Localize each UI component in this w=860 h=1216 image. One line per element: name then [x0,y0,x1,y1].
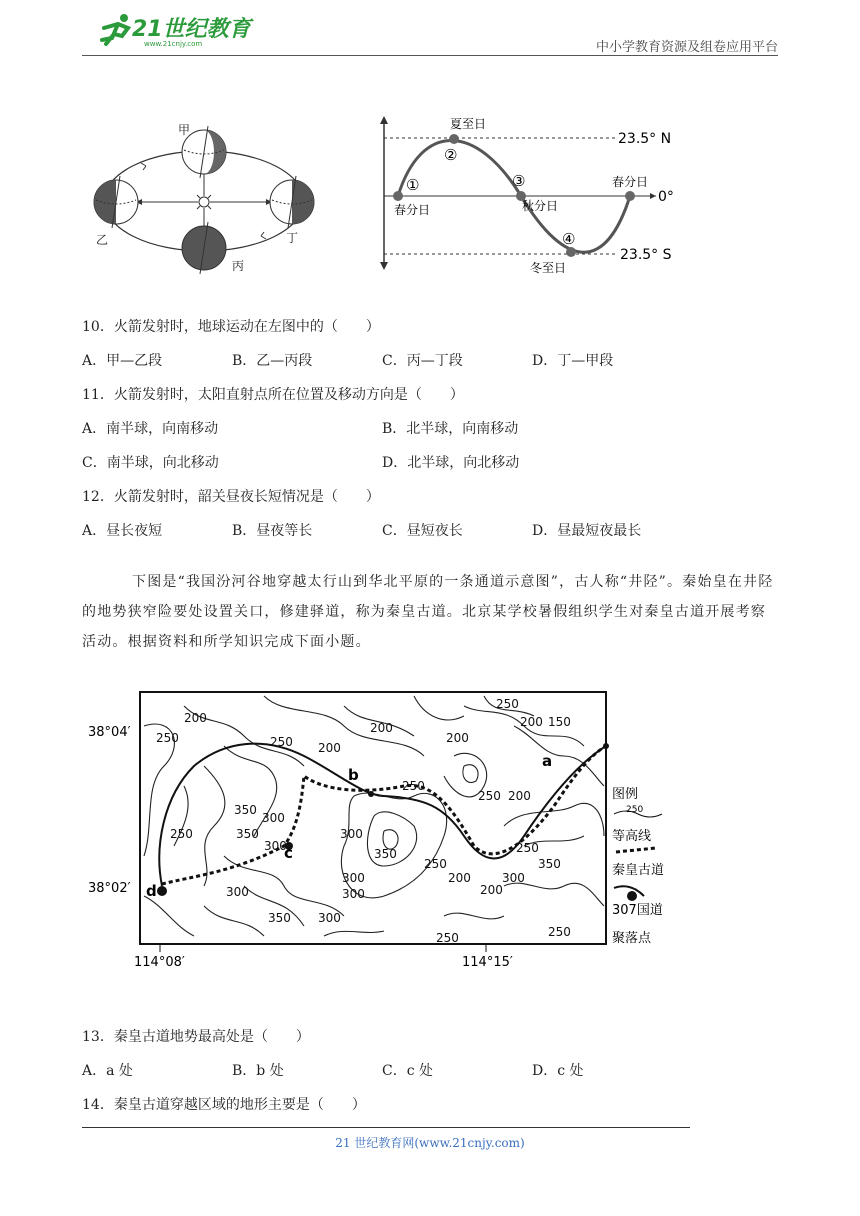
point-d: d [146,882,157,900]
point-3: ③ [512,172,526,190]
point-a: a [542,752,553,770]
contour-label: 250 [436,931,459,945]
legend-contour-sample: 250 [626,805,644,815]
contour-label: 350 [234,803,257,817]
legend-highway: 307国道 [612,903,663,918]
question-13: 13．秦皇古道地势最高处是（ ） [82,1029,310,1045]
contour-label: 300 [340,827,363,841]
site-logo [84,8,254,50]
q11-option-c[interactable]: C．南半球，向北移动 [82,455,219,471]
legend-village: 聚落点 [612,931,652,946]
q12-option-a[interactable]: A．昼长夜短 [82,523,163,539]
contour-label: 250 [516,841,539,855]
summer-solstice: 夏至日 [450,117,487,131]
footer-link[interactable]: 21 世纪教育网(www.21cnjy.com) [335,1136,525,1150]
sun-icon [194,192,214,212]
lat-top: 38°04′ [88,725,131,740]
contour-label: 350 [538,857,561,871]
contour-label: 250 [270,735,293,749]
contour-label: 150 [548,715,571,729]
q11-option-d[interactable]: D．北半球，向北移动 [382,455,520,471]
question-11: 11．火箭发射时，太阳直射点所在位置及移动方向是（ ） [82,387,464,403]
contour-label: 300 [502,871,525,885]
lat-bottom: 38°02′ [88,881,131,896]
lon-right: 114°15′ [462,955,513,970]
map-legend [612,787,664,946]
spring-equinox-1: 春分日 [394,203,431,217]
point-1: ① [406,176,420,194]
q13-option-d[interactable]: D．c 处 [532,1063,584,1079]
winter-solstice: 冬至日 [530,261,567,274]
contour-label: 300 [262,811,285,825]
legend-title: 图例 [612,787,639,802]
label-yi: 乙 [96,233,109,247]
q11-option-a[interactable]: A．南半球，向南移动 [82,421,219,437]
header-platform-text: 中小学教育资源及组卷应用平台 [595,40,778,55]
lon-left: 114°08′ [134,955,185,970]
earth-yi [94,176,138,228]
contour-label: 200 [480,883,503,897]
point-c: c [284,844,293,862]
q12-option-c[interactable]: C．昼短夜长 [382,523,463,539]
lat-equator: 0° [658,189,674,205]
runner-logo-icon [102,14,128,44]
contour-label: 250 [156,731,179,745]
earth-bing [182,222,226,274]
point-b: b [348,766,359,784]
q10-option-c[interactable]: C．丙—丁段 [382,353,463,369]
village-b [368,791,374,797]
logo-text: 21世纪教育 [132,17,251,42]
contour-label: 250 [496,697,519,711]
village-a [603,743,609,749]
earth-ding [270,176,314,228]
contour-label: 200 [184,711,207,725]
contour-label: 250 [170,827,193,841]
contour-label: 200 [520,715,543,729]
label-bing: 丙 [232,259,245,273]
q10-option-a[interactable]: A．甲—乙段 [82,353,163,369]
header-divider [82,55,778,56]
orbit-diagram [86,118,326,278]
legend-contour: 等高线 [612,829,652,844]
contour-label: 300 [264,839,287,853]
label-jia: 甲 [178,123,191,137]
sun-point-curve [376,112,676,274]
point-4: ④ [562,230,576,248]
contour-label: 200 [370,721,393,735]
lat-23n: 23.5° N [618,131,672,147]
contour-label: 200 [446,731,469,745]
question-10: 10．火箭发射时，地球运动在左图中的（ ） [82,319,380,335]
q10-option-b[interactable]: B．乙—丙段 [232,353,313,369]
question-14: 14．秦皇古道穿越区域的地形主要是（ ） [82,1097,366,1113]
label-ding: 丁 [286,231,299,245]
logo-url: www.21cnjy.com [144,40,203,48]
q11-option-b[interactable]: B．北半球，向南移动 [382,421,519,437]
contour-label: 200 [508,789,531,803]
q13-option-a[interactable]: A．a 处 [82,1063,133,1079]
contour-label: 250 [478,789,501,803]
legend-road: 秦皇古道 [612,863,665,878]
autumn-equinox: 秋分日 [522,199,559,213]
contour-label: 300 [226,885,249,899]
q10-option-d[interactable]: D．丁—甲段 [532,353,614,369]
contour-label: 250 [548,925,571,939]
contour-label: 350 [268,911,291,925]
contour-label: 300 [342,887,365,901]
q13-option-b[interactable]: B．b 处 [232,1063,284,1079]
contour-label: 350 [236,827,259,841]
contour-label: 300 [318,911,341,925]
contour-label: 200 [318,741,341,755]
contour-label: 250 [402,779,425,793]
village-d [157,886,167,896]
contour-label: 250 [424,857,447,871]
reading-passage: 下图是“我国汾河谷地穿越太行山到华北平原的一条通道示意图”，古人称“井陉”。秦始皇在井陉的地势狭窄险要处设置关口，修建驿道，称为秦皇古道。北京某学校暑假组织学生对秦皇古道开展考察活动。根据资料和所学知识完成下面小题。 [82,574,774,650]
spring-equinox-2: 春分日 [612,175,649,189]
lat-23s: 23.5° S [620,247,672,263]
q12-option-b[interactable]: B．昼夜等长 [232,523,313,539]
contour-label: 200 [448,871,471,885]
question-12: 12．火箭发射时，韶关昼夜长短情况是（ ） [82,489,380,505]
footer-divider [82,1127,690,1128]
contour-map [84,686,684,976]
q12-option-d[interactable]: D．昼最短夜最长 [532,523,642,539]
contour-label: 300 [342,871,365,885]
q13-option-c[interactable]: C．c 处 [382,1063,434,1079]
contour-label: 350 [374,847,397,861]
point-2: ② [444,146,458,164]
